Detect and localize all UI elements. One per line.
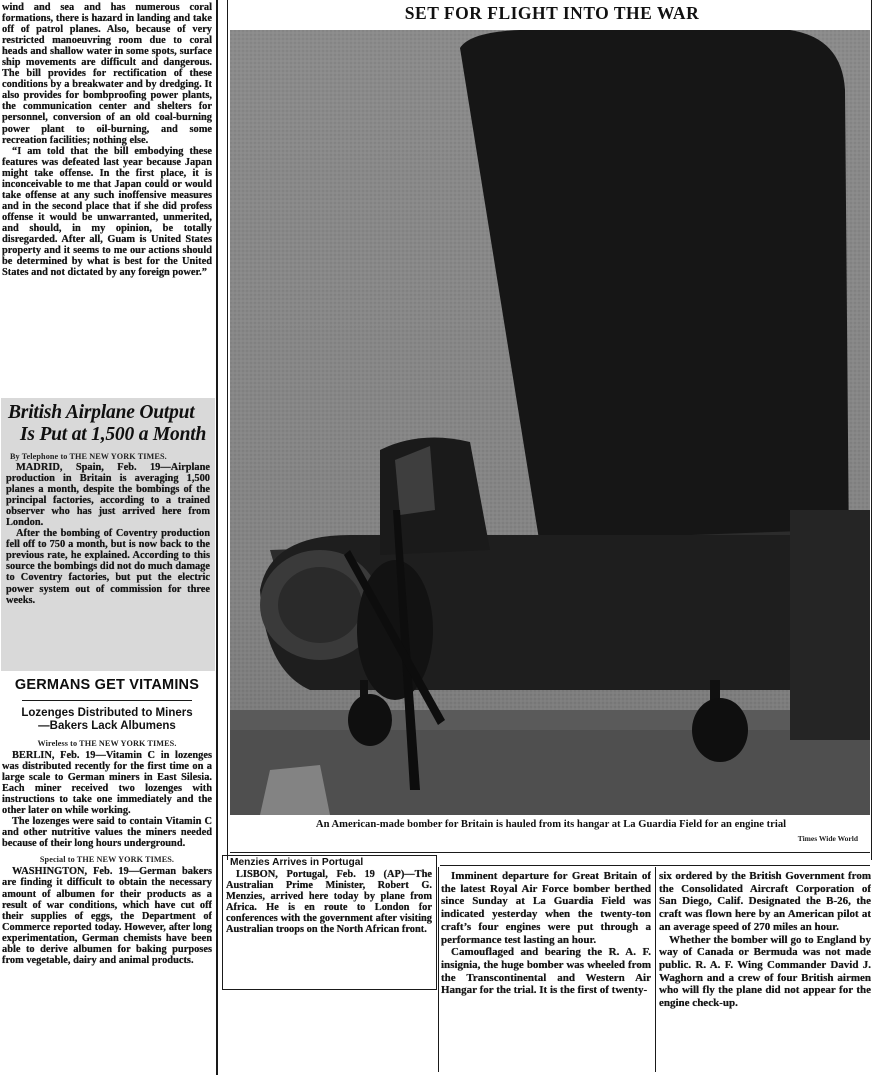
photo-banner-headline: SET FOR FLIGHT INTO THE WAR xyxy=(404,3,700,23)
vitamins-story xyxy=(2,675,212,1075)
menzies-box-bottom xyxy=(222,989,437,990)
photo-caption: An American-made bomber for Britain is hauled from its hangar at La Guardia Field for an engine trial xyxy=(315,819,787,830)
vitamins-washington: WASHINGTON, Feb. 19—German bakers are finding it difficult to obtain the necessary amount of albumen for their products as a result of war conditions, which have cut off their supplies of eggs, the Department of Commerce reported today. However, after long experimentation, German chemists have been able to derive albumen for baking purposes from vegetable, dairy and animal products. xyxy=(2,866,212,966)
bomber-col2-paragraph-1: six ordered by the British Government from the Consolidated Aircraft Corporation of San Diego, Calif. Designated the B-26, the craft was flown here by an American pilot at an average speed of 270 miles an hour. xyxy=(659,870,871,933)
vitamins-subhead-2: —Bakers Lack Albumens xyxy=(38,720,176,732)
guam-paragraph-1: wind and sea and has numerous coral formations, there is hazard in landing and take off of patrol planes. Also, because of very restricted manoeuvring room due to coral heads and shallow water in some spots, surface ship movements are difficult and dangerous. The bill provides for rectification of these conditions by a breakwater and by dredging. It also provides for bombproofing power plants, the communication center and shelters for personnel, conversion of an old coal-burning power plant to oil-burning, and some recreation facilities; nothing else. xyxy=(2,2,212,146)
vitamins-wireless: Wireless to THE NEW YORK TIMES. xyxy=(37,739,177,748)
bomber-story-column-2 xyxy=(659,870,871,1070)
photo-credit: Times Wide World xyxy=(797,834,858,843)
british-output-headline-2: Is Put at 1,500 a Month xyxy=(20,424,207,445)
vitamins-headline: GERMANS GET VITAMINS xyxy=(14,677,200,693)
column-rule-photo-right xyxy=(871,0,872,860)
menzies-story xyxy=(226,857,432,987)
british-output-byline: By Telephone to THE NEW YORK TIMES. xyxy=(10,452,167,461)
bomber-story-left-rule xyxy=(438,867,439,1072)
vitamins-paragraph-1: BERLIN, Feb. 19—Vitamin C in lozenges was distributed recently for the first time on a large scale to German miners in East Silesia. Each miner received two lozenges with instructions to take one immediately and the other later on while working. xyxy=(2,750,212,817)
guam-story xyxy=(2,2,212,394)
bomber-photo xyxy=(230,30,870,815)
british-output-headline-1: British Airplane Output xyxy=(8,402,195,423)
bomber-photo-image xyxy=(230,30,870,815)
menzies-box-top xyxy=(222,855,436,856)
bomber-story-top-rule xyxy=(440,865,870,866)
bomber-col1-paragraph-2: Camouflaged and bearing the R. A. F. insignia, the huge bomber was wheeled from the Transcontinental and Western Air Hangar for the trial. It is the first of twenty- xyxy=(441,946,651,997)
bomber-story-column-1 xyxy=(441,870,651,1070)
menzies-headline: Menzies Arrives in Portugal xyxy=(230,857,364,868)
bomber-col2-paragraph-2: Whether the bomber will go to England by way of Canada or Bermuda was not made public. R. A. F. Wing Commander David J. Waghorn and a crew of four British airmen who will fly the plane did not appear for the engine check-up. xyxy=(659,933,871,1010)
menzies-box-right xyxy=(436,855,437,989)
vitamins-paragraph-2: The lozenges were said to contain Vitamin C and other nutritive values the miners needed because of their long hours underground. xyxy=(2,816,212,850)
british-output-story xyxy=(6,402,210,668)
column-rule-photo-left xyxy=(227,0,228,860)
bomber-story-column-rule xyxy=(655,867,656,1072)
vitamins-head-rule xyxy=(22,700,192,701)
guam-paragraph-2: “I am told that the bill embodying these features was defeated last year because Japan might take offense. In the first place, it is inconceivable to me that Japan could or would take offense at any such inoffensive measures and in the second place that if she did profess offense it would be unwarranted, unmerited, and should, in my opinion, be totally disregarded. After all, Guam is United States property and it seems to me our actions should be determined by what is best for the United States and not dictated by any foreign power.” xyxy=(2,145,212,279)
vitamins-subhead-1: Lozenges Distributed to Miners xyxy=(21,707,193,719)
caption-bottom-rule xyxy=(230,852,870,853)
bomber-col1-paragraph-1: Imminent departure for Great Britain of the latest Royal Air Force bomber berthed since Sunday at La Guardia Field was indicated yesterday when the twenty-ton craft’s four engines were put through a performance test lasting an hour. xyxy=(441,870,651,946)
vitamins-special: Special to THE NEW YORK TIMES. xyxy=(39,855,175,865)
menzies-box-left xyxy=(222,855,223,989)
menzies-text: LISBON, Portugal, Feb. 19 (AP)—The Australian Prime Minister, Robert G. Menzies, arrived here today by plane from Africa. He is en route to London for conferences with the government after visiting Australian troops on the North African front. xyxy=(226,869,432,936)
british-output-paragraph-1: MADRID, Spain, Feb. 19—Airplane production in Britain is averaging 1,500 planes a month, despite the bombings of the principal factories, according to a trained observer who has just arrived here from London. xyxy=(6,462,210,529)
column-rule-left xyxy=(216,0,218,1075)
british-output-paragraph-2: After the bombing of Coventry production fell off to 750 a month, but is now back to the previous rate, he explained. According to this source the bombings did not do much damage to Coventry factories, but put the electric power system out of commission for three weeks. xyxy=(6,528,210,606)
